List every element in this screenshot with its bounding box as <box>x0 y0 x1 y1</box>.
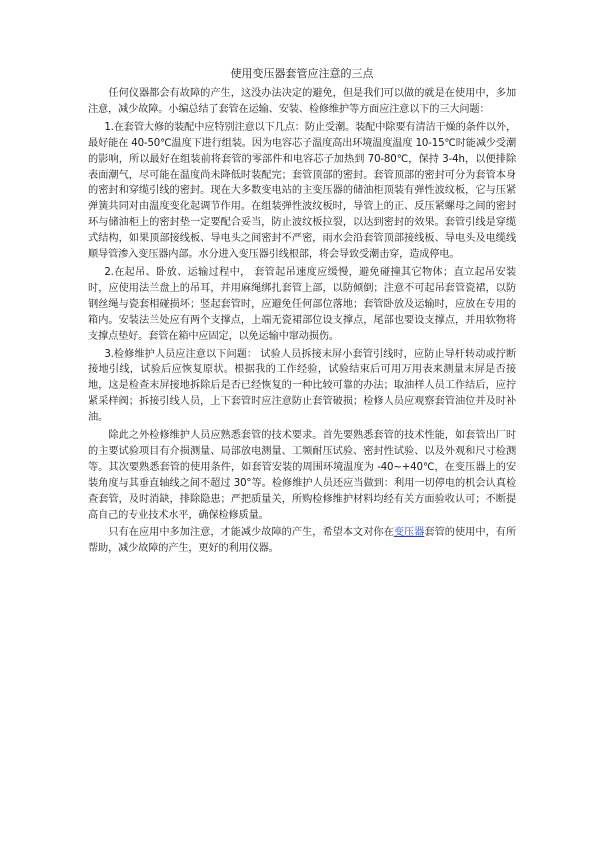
section-3-paragraph: 3.检修维护人员应注意以下问题： 试验人员拆接末屏小套管引线时，应防止导杆转动或拧断接地引线，试验后应恢复原状。根据我的工作经验，试验结束后可用万用表来测量末屏是否接地，这是检查末屏接地拆除后是否已经恢复的一种比较可靠的办法；取油样人员工作结后，应拧紧采样阀；拆接引线人员，上下套管时应注意防止套管破损；检修人员应观察套管油位并及时补油。 <box>88 348 516 424</box>
document-title: 使用变压器套管应注意的三点 <box>230 67 374 80</box>
section-1-paragraph: 1.在套管大修的装配中应特别注意以下几点：防止受潮。装配中除要有清洁干燥的条件以外，最好能在 40-50℃温度下进行组装。因为电容芯子温度高出环境温度温度 10-15℃时能减少受潮的影响，所以最好在组装前将套管的零部件和电容芯子加热到 70-80℃，保持 3-4h，以便排除表面潮气，尽可能在温度尚未降低时装配完；套管顶部的密封。套管顶部的密封可分为套管本身的密封和穿缆引线的密封。现在大多数变电站的主变压器的储油柜顶装有弹性波纹板，它与压紧弹簧共同对由温度变化起调节作用。在组装弹性波纹板时，导管上的正、反压紧螺母之间的密封环与储油柜上的密封垫一定要配合妥当，防止波纹板拉裂，以达到密封的效果。套管引线是穿缆式结构，如果顶部接线板、导电头之间密封不严密，雨水会沿套管顶部接线板、导电头及电缆线顺导管渗入变压器内部。水分进入变压器引线根部，将会导致受潮击穿，造成停电。 <box>88 121 516 261</box>
intro-paragraph: 任何仪器都会有故障的产生，这没办法决定的避免，但是我们可以做的就是在使用中，多加注意，减少故障。小编总结了套管在运输、安装、检修维护等方面应注意以下的三大问题： <box>88 88 516 115</box>
closing-text-after: 套管的使用中，有所帮助，减少故障的产生，更好的利用仪器。 <box>88 527 516 555</box>
closing-text-before: 只有在应用中多加注意，才能减少故障的产生，希望本文对你在 <box>108 527 394 539</box>
closing-paragraph <box>88 525 516 557</box>
document-page <box>88 66 516 559</box>
technical-requirements-paragraph: 除此之外检修维护人员应熟悉套管的技术要求。首先要熟悉套管的技术性能，如套管出厂时的主要试验项目有介损测量、局部放电测量、工频耐压试验、密封性试验、以及外观和尺寸检测等。其次要熟悉套管的使用条件，如套管安装的周围环境温度为 -40~+40℃，在变压器上的安装角度与其垂直轴线之间不超过 30°等。检修维护人员还应当做到：利用一切停电的机会认真检查套管，及时消缺，排除隐患；严把质量关，所购检修维护材料均经有关方面验收认可；不断提高自己的专业技术水平，确保检修质量。 <box>88 430 516 521</box>
section-2-paragraph: 2.在起吊、卧放、运输过程中， 套管起吊速度应缓慢，避免碰撞其它物体；直立起吊安装时，应使用法兰盘上的吊耳，并用麻绳绑扎套管上部，以防倾倒；注意不可起吊套管瓷裙，以防钢丝绳与瓷套相碰损坏；竖起套管时，应避免任何部位落地；套管卧放及运输时，应放在专用的箱内。安装法兰处应有两个支撑点，上端无瓷裙部位设支撑点，尾部也要设支撑点，并用软物将支撑点垫好。套管在箱中应固定，以免运输中窜动损伤。 <box>88 266 516 342</box>
transformer-link[interactable]: 变压器 <box>393 527 425 539</box>
